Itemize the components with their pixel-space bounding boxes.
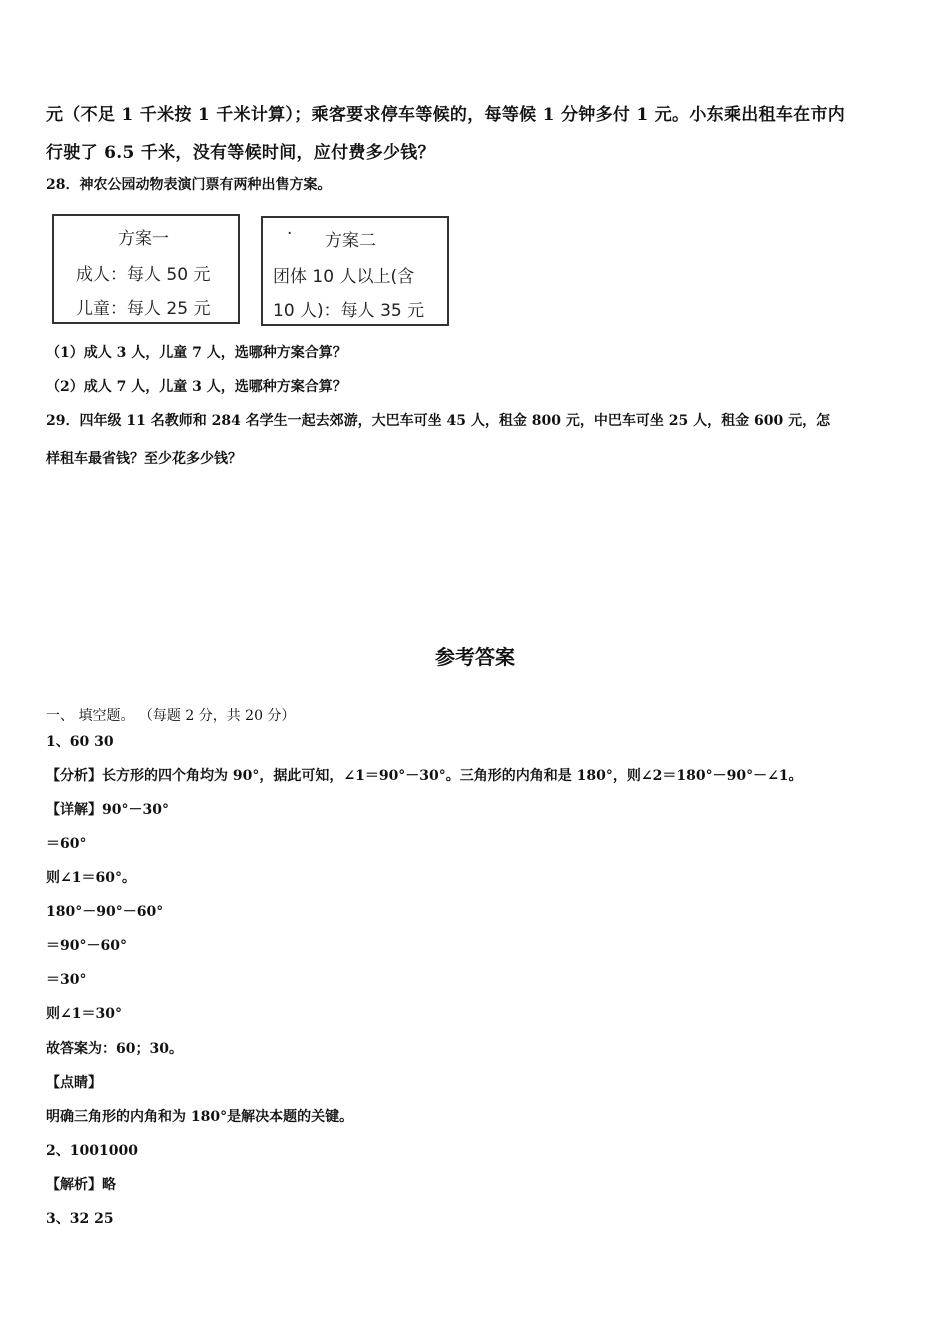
plan-two-line1: 团体 10 人以上(含 [273,267,415,287]
answer-1-step: 180°－90°－60° [46,904,164,920]
answer-2-analysis: 【解析】略 [46,1177,116,1193]
answer-1-note: 明确三角形的内角和为 180°是解决本题的关键。 [46,1109,354,1125]
plan-two-box [261,216,449,326]
answer-1-step: ＝60° [46,836,87,852]
plan-two-line2: 10 人)：每人 35 元 [273,301,425,321]
answer-2: 2、1001000 [46,1143,138,1159]
answer-1-step: 则∠1＝30° [46,1006,122,1022]
answer-3: 3、32 25 [46,1211,114,1227]
plan-one-box [52,214,240,324]
problem28-question1: （1）成人 3 人，儿童 7 人，选哪种方案合算？ [46,345,347,361]
answers-section-heading: 一、 填空题。 （每题 2 分，共 20 分） [46,708,296,724]
answer-1-conclusion: 故答案为：60；30。 [46,1041,183,1057]
answer-1-note-label: 【点睛】 [46,1075,102,1091]
answer-1-analysis: 【分析】长方形的四个角均为 90°，据此可知，∠1＝90°－30°。三角形的内角和是 180°，则∠2＝180°－90°－∠1。 [46,768,803,784]
answer-1-step: 则∠1＝60°。 [46,870,136,886]
answer-1: 1、60 30 [46,734,114,750]
problem29-line1: 29．四年级 11 名教师和 284 名学生一起去郊游，大巴车可坐 45 人，租金 800 元，中巴车可坐 25 人，租金 600 元，怎 [46,413,831,429]
plan-two-title: 方案二 [325,231,376,251]
answer-1-detail: 【详解】90°－30° [46,802,169,818]
plan-two-dot: · [287,224,293,244]
problem27-line1: 元（不足 1 千米按 1 千米计算）；乘客要求停车等候的，每等候 1 分钟多付 1 元。小东乘出租车在市内 [46,105,846,125]
problem27-line2: 行驶了 6.5 千米，没有等候时间，应付费多少钱？ [46,143,435,163]
problem29-line2: 样租车最省钱？至少花多少钱？ [46,451,242,467]
problem28-intro: 28．神农公园动物表演门票有两种出售方案。 [46,177,332,193]
answers-title: 参考答案 [435,645,515,669]
plan-one-title: 方案一 [118,229,169,249]
problem28-question2: （2）成人 7 人，儿童 3 人，选哪种方案合算？ [46,379,347,395]
answer-1-step: ＝30° [46,972,87,988]
plan-one-child: 儿童：每人 25 元 [76,299,211,319]
answer-1-step: ＝90°－60° [46,938,127,954]
plan-one-adult: 成人：每人 50 元 [76,265,211,285]
